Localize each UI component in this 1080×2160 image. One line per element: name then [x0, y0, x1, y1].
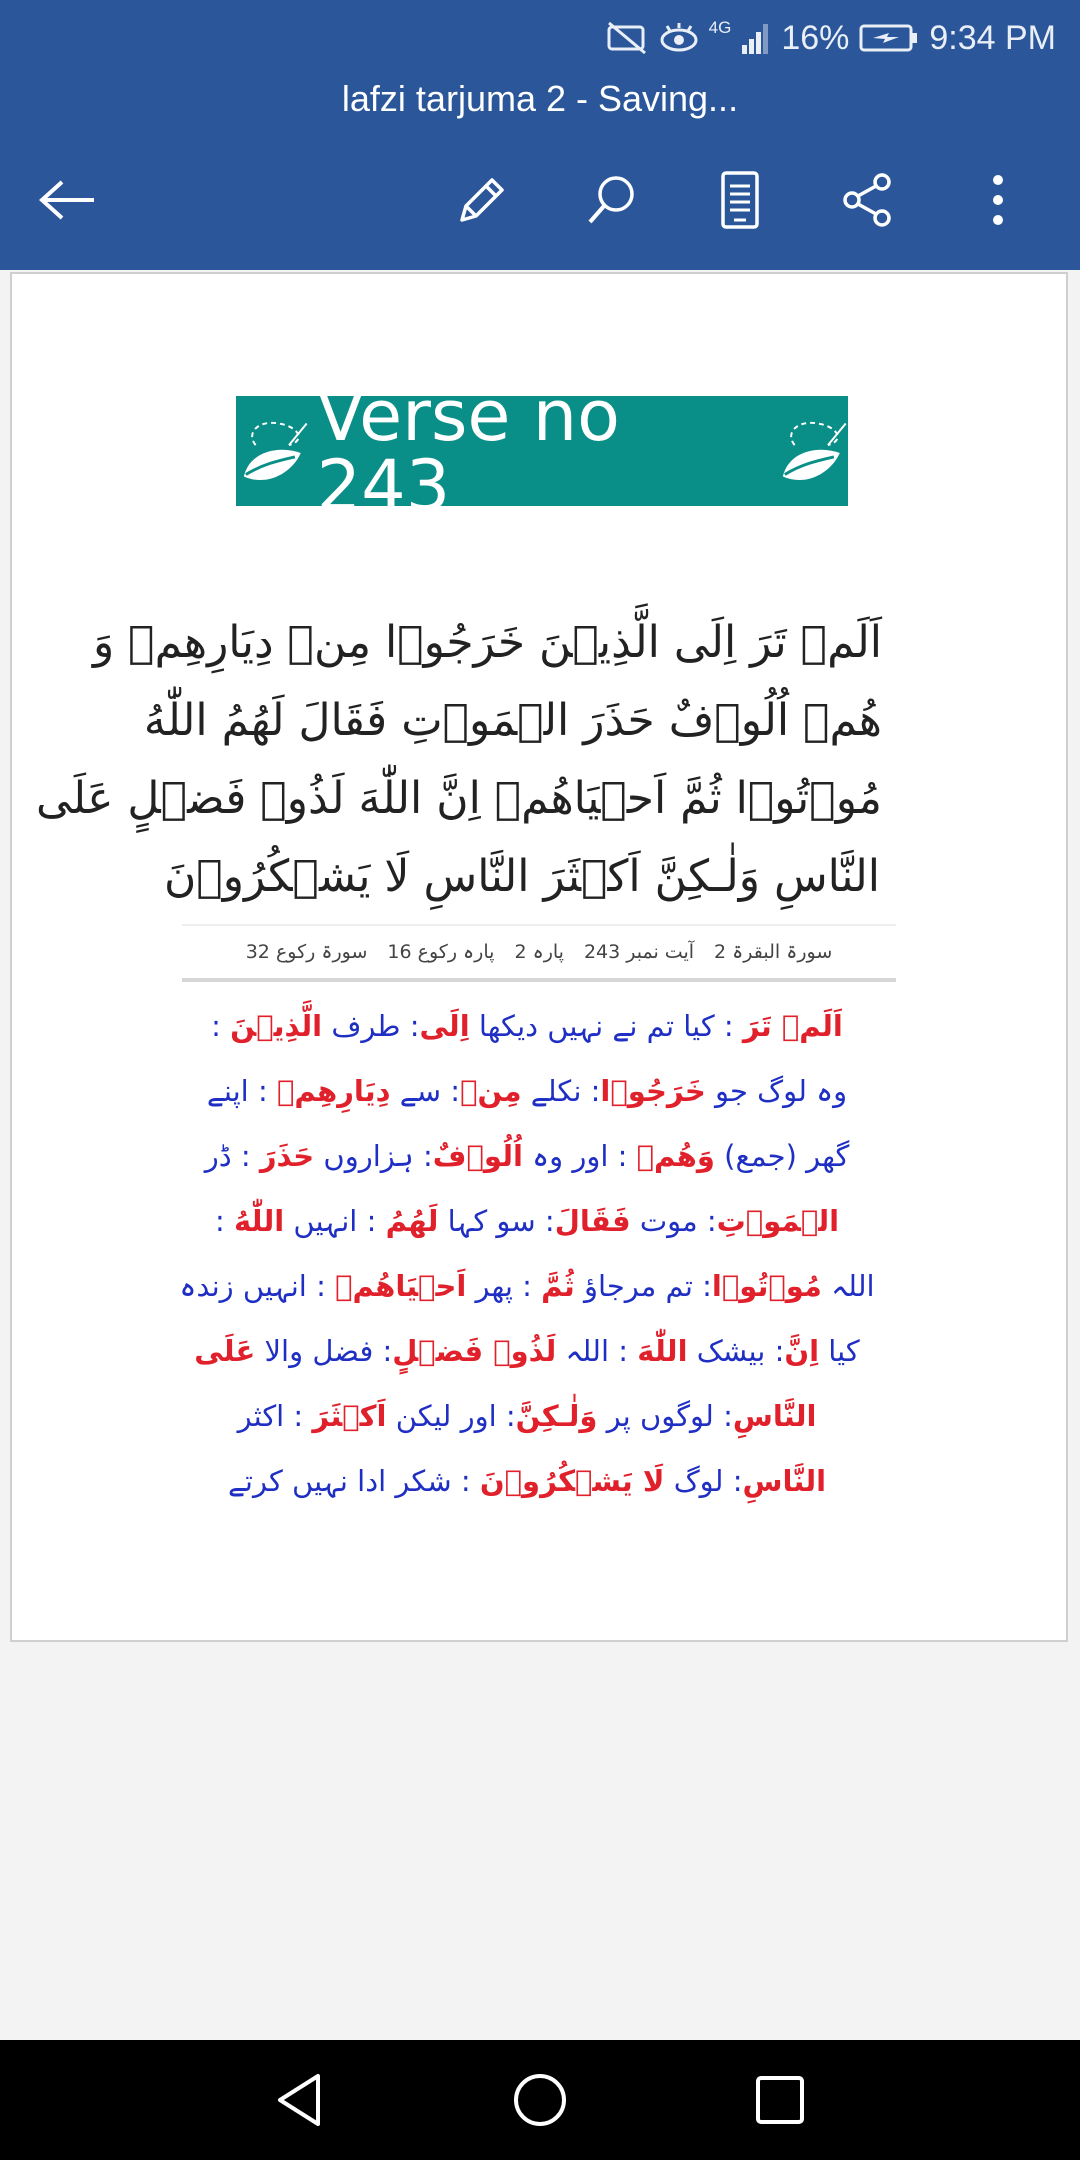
share-button[interactable] [828, 160, 908, 240]
urdu-meaning: : اکثر [237, 1399, 313, 1433]
para-ruku-label: پارہ رکوع 16 [387, 941, 495, 963]
translation-line [162, 1449, 892, 1514]
nav-recents-button[interactable] [740, 2060, 820, 2140]
search-icon [584, 172, 640, 228]
arabic-line: هُمۡ اُلُوۡفٌ حَذَرَ الۡمَوۡتِ فَقَالَ لَهُمُ اللّٰهُ [143, 695, 882, 746]
arabic-word: لَذُوۡ فَضۡلٍ [392, 1334, 557, 1368]
arabic-word: اَلَمۡ تَرَ [742, 1009, 843, 1043]
arabic-word: لَا یَشۡكُرُوۡنَ [479, 1464, 665, 1498]
urdu-meaning: : اللہ [556, 1334, 638, 1368]
arabic-verse-text [35, 604, 882, 916]
navigation-bar [0, 2040, 1080, 2160]
arabic-word: ثُمَّ [541, 1269, 575, 1303]
arabic-line: النَّاسِ وَلٰـكِنَّ اَكۡثَرَ النَّاسِ لَا یَشۡكُرُوۡنَ [164, 851, 880, 902]
arabic-word: لَهُمُ [385, 1204, 439, 1238]
urdu-meaning: : بیشک [687, 1334, 785, 1368]
translation-line [162, 1319, 892, 1384]
urdu-meaning: : نکلے [521, 1074, 601, 1108]
urdu-meaning: : لوگ [664, 1464, 743, 1498]
back-triangle-icon [270, 2070, 330, 2130]
back-button[interactable] [28, 160, 108, 240]
signal-icon [741, 21, 771, 55]
battery-percent: 16% [781, 18, 850, 57]
document-title: lafzi tarjuma 2 - Saving... [341, 78, 739, 119]
arabic-word: مِنۡ [460, 1074, 522, 1108]
home-circle-icon [510, 2070, 570, 2130]
ayat-number-label: آیت نمبر 243 [583, 941, 695, 963]
translation-line [162, 994, 892, 1059]
arabic-word: حَذَرَ [259, 1139, 315, 1173]
surah-label: سورۃ البقرۃ 2 [714, 941, 833, 963]
urdu-meaning: : انہیں [284, 1204, 386, 1238]
verse-reference-bar [182, 924, 896, 982]
arabic-word: عَلَى [194, 1334, 256, 1368]
arabic-word: النَّاسِ [742, 1464, 827, 1498]
arabic-word: وَهُمۡ [636, 1139, 715, 1173]
urdu-meaning: : [211, 1009, 231, 1043]
arabic-line: مُوۡتُوۡا ثُمَّ اَحۡیَاهُمۡ اِنَّ اللّٰهَ لَذُوۡ فَضۡلٍ عَلَى [35, 773, 882, 824]
reading-view-icon [718, 170, 762, 230]
clock: 9:34 PM [929, 18, 1056, 57]
translation-line [162, 1384, 892, 1449]
back-arrow-icon [38, 178, 98, 222]
translation-line [162, 1059, 892, 1124]
urdu-meaning: : طرف [322, 1009, 420, 1043]
more-icon [988, 172, 1008, 228]
leaf-ornament-icon [236, 411, 309, 491]
urdu-meaning: : پھر [466, 1269, 542, 1303]
translation-line [162, 1189, 892, 1254]
edit-icon [454, 172, 510, 228]
arabic-word: الۡمَوۡتِ [716, 1204, 840, 1238]
urdu-meaning: : سو کہا [438, 1204, 555, 1238]
status-bar [605, 14, 1056, 62]
leaf-ornament-icon [775, 411, 848, 491]
reading-view-button[interactable] [700, 160, 780, 240]
urdu-meaning: : اپنے [206, 1074, 277, 1108]
urdu-meaning: : شکر ادا نہیں کرتے [227, 1464, 480, 1498]
urdu-meaning: : انہیں زندہ [179, 1269, 336, 1303]
arabic-line: اَلَمۡ تَرَ اِلَى الَّذِیۡنَ خَرَجُوۡا مِنۡ دِیَارِهِمۡ وَ [92, 617, 882, 668]
translation-line [162, 1124, 892, 1189]
arabic-word: الَّذِیۡنَ [230, 1009, 323, 1043]
urdu-meaning: اللہ [821, 1269, 875, 1303]
app-bar [0, 0, 1080, 270]
para-label: پارہ 2 [514, 941, 564, 963]
battery-charging-icon [859, 21, 919, 55]
word-translation [162, 994, 892, 1514]
urdu-meaning: : ہزاروں [314, 1139, 433, 1173]
urdu-meaning: : سے [390, 1074, 461, 1108]
urdu-meaning: کیا [819, 1334, 860, 1368]
eye-comfort-icon [659, 21, 699, 55]
verse-banner [236, 375, 848, 527]
urdu-meaning: وہ لوگ جو [705, 1074, 848, 1108]
surah-ruku-label: سورۃ رکوع 32 [245, 941, 368, 963]
urdu-meaning: : ڈر [204, 1139, 260, 1173]
document-page[interactable] [10, 272, 1068, 1642]
nav-back-button[interactable] [260, 2060, 340, 2140]
nav-home-button[interactable] [500, 2060, 580, 2140]
toolbar [0, 160, 1080, 240]
urdu-meaning: : فضل والا [255, 1334, 393, 1368]
arabic-word: اَكۡثَرَ [312, 1399, 387, 1433]
arabic-word: اللّٰهَ [637, 1334, 688, 1368]
arabic-word: اَحۡیَاهُمۡ [335, 1269, 467, 1303]
edit-button[interactable] [442, 160, 522, 240]
urdu-meaning: : کیا تم نے نہیں دیکھا [469, 1009, 743, 1043]
arabic-word: مُوۡتُوۡا [711, 1269, 822, 1303]
urdu-meaning: : اور لیکن [386, 1399, 516, 1433]
arabic-word: النَّاسِ [732, 1399, 817, 1433]
arabic-word: وَلٰـكِنَّ [515, 1399, 598, 1433]
network-type-label: 4G [708, 18, 732, 37]
arabic-word: اُلُوۡفٌ [432, 1139, 523, 1173]
arabic-word: اِلَى [419, 1009, 470, 1043]
arabic-word: اِنَّ [784, 1334, 820, 1368]
search-button[interactable] [572, 160, 652, 240]
urdu-meaning: : تم مرجاؤ [574, 1269, 712, 1303]
arabic-word: فَقَالَ [554, 1204, 631, 1238]
urdu-meaning: گھر (جمع) [714, 1139, 850, 1173]
no-sim-icon [605, 21, 649, 55]
recents-square-icon [750, 2070, 810, 2130]
arabic-word: دِیَارِهِمۡ [276, 1074, 391, 1108]
urdu-meaning: : اور وہ [522, 1139, 637, 1173]
verse-number-title: Verse no 243 [316, 375, 620, 527]
urdu-meaning: : موت [630, 1204, 717, 1238]
translation-line [162, 1254, 892, 1319]
arabic-word: اللّٰهُ [233, 1204, 285, 1238]
urdu-meaning: : [214, 1204, 234, 1238]
more-options-button[interactable] [958, 160, 1038, 240]
urdu-meaning: : لوگوں پر [597, 1399, 733, 1433]
arabic-word: خَرَجُوۡا [600, 1074, 706, 1108]
share-icon [840, 172, 896, 228]
